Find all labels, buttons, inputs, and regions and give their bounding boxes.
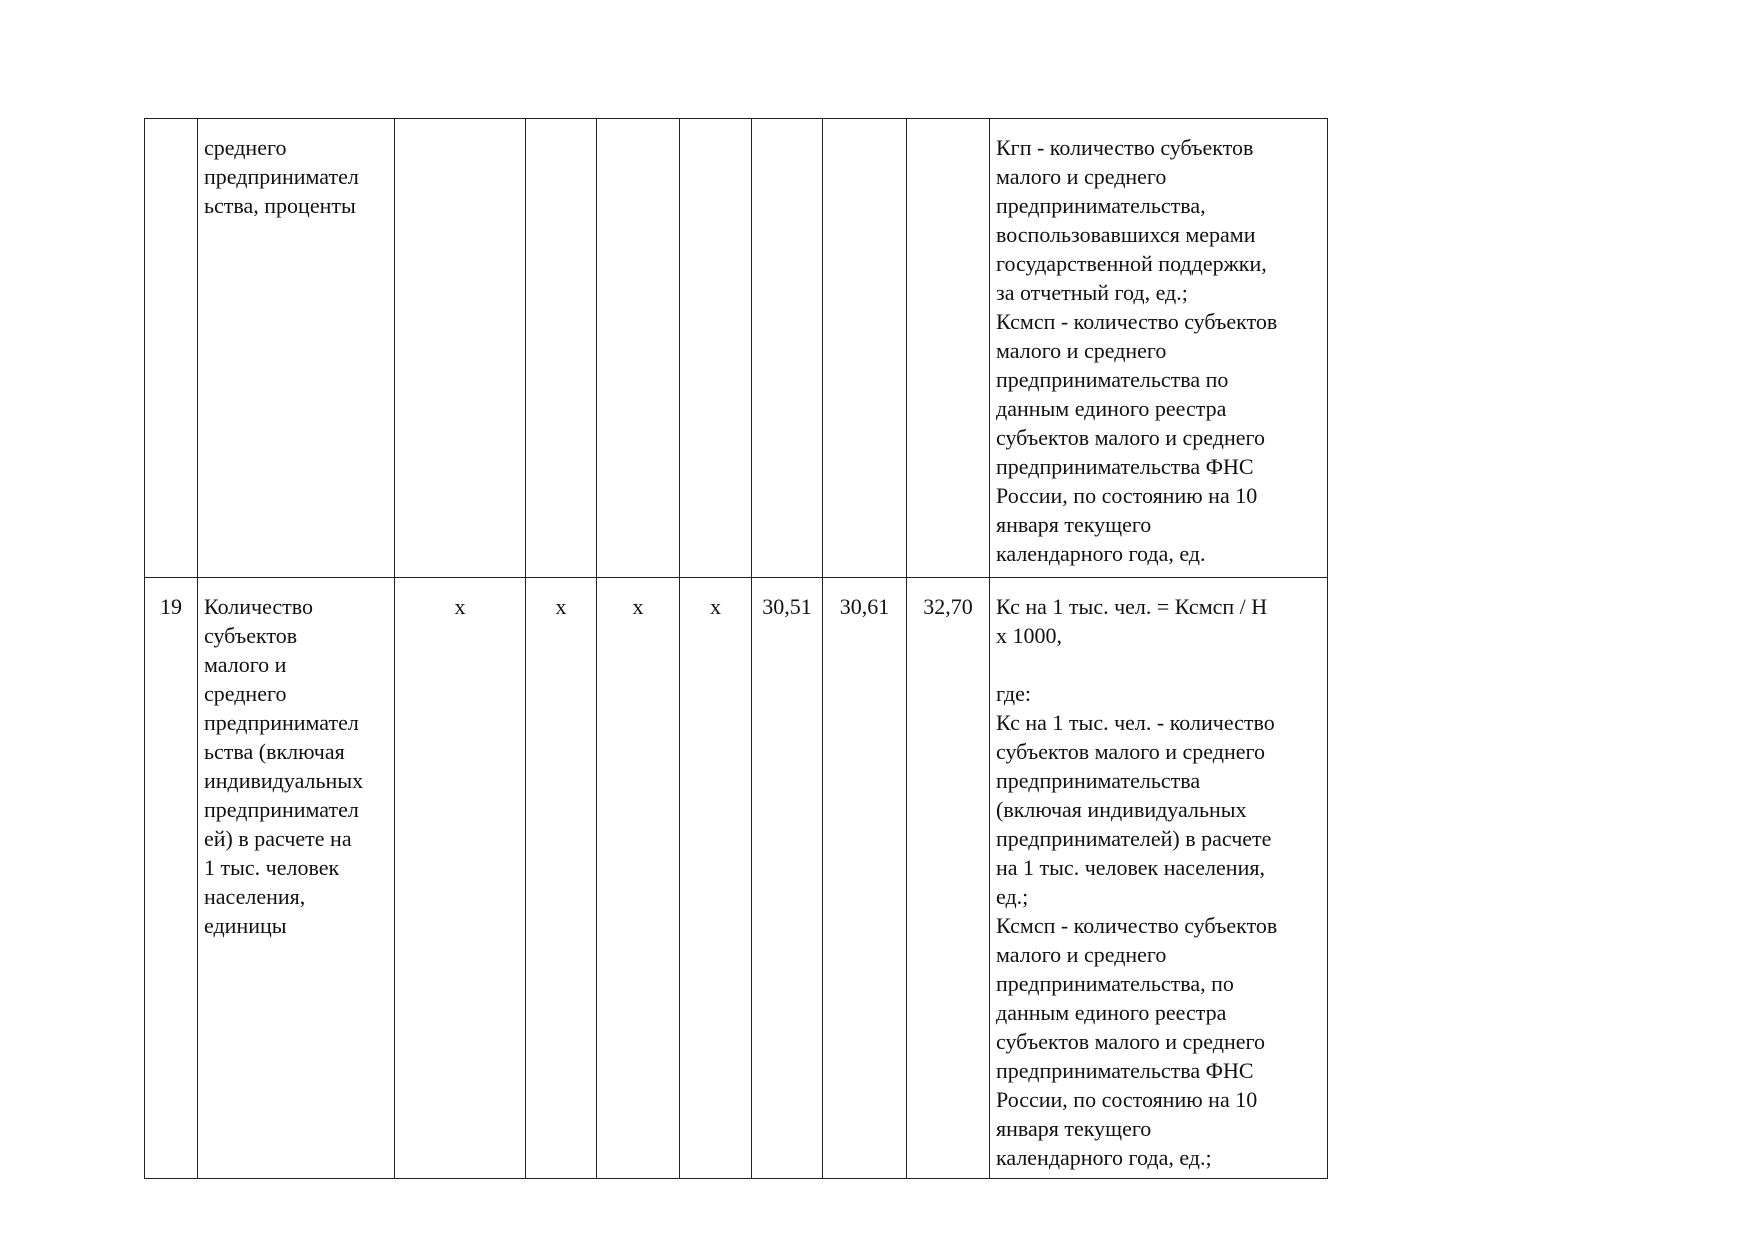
formula-line: предпринимательства, <box>996 193 1206 218</box>
formula-line: на 1 тыс. человек населения, <box>996 855 1265 880</box>
indicator-name-line: единицы <box>204 913 287 938</box>
indicator-name-line: предпринимател <box>204 164 359 189</box>
formula-line: января текущего <box>996 1116 1152 1141</box>
value-cell: x <box>526 578 597 1179</box>
formula-line: субъектов малого и среднего <box>996 425 1265 450</box>
formula-line: за отчетный год, ед.; <box>996 280 1188 305</box>
indicator-name-line: индивидуальных <box>204 768 364 793</box>
formula-line: (включая индивидуальных <box>996 797 1247 822</box>
value-cell <box>680 119 752 578</box>
formula-line: календарного года, ед. <box>996 541 1206 566</box>
formula-line: России, по состоянию на 10 <box>996 483 1258 508</box>
value-cell: 32,70 <box>907 578 990 1179</box>
formula-line: данным единого реестра <box>996 396 1227 421</box>
indicator-name-line: ьства, проценты <box>204 193 356 218</box>
value-cell <box>823 119 907 578</box>
value-cell: 30,51 <box>752 578 823 1179</box>
value-cell: x <box>680 578 752 1179</box>
formula-line: государственной поддержки, <box>996 251 1267 276</box>
indicator-name-line: 1 тыс. человек <box>204 855 340 880</box>
formula-line: малого и среднего <box>996 338 1167 363</box>
indicator-name-line: ьства (включая <box>204 739 345 764</box>
value-cell: x <box>395 578 526 1179</box>
value-cell <box>752 119 823 578</box>
formula-line: ед.; <box>996 884 1029 909</box>
indicator-name-line: предпринимател <box>204 710 359 735</box>
formula-line: Кс на 1 тыс. чел. - количество <box>996 710 1275 735</box>
formula-line: субъектов малого и среднего <box>996 1029 1265 1054</box>
value-cell: 30,61 <box>823 578 907 1179</box>
formula-line: Ксмсп - количество субъектов <box>996 309 1278 334</box>
value-cell <box>526 119 597 578</box>
indicator-name-cell <box>198 578 395 1179</box>
formula-line: предпринимателей) в расчете <box>996 826 1272 851</box>
indicator-name-line: ей) в расчете на <box>204 826 352 851</box>
formula-line: Кгп - количество субъектов <box>996 135 1254 160</box>
indicator-name-line: малого и <box>204 652 287 677</box>
formula-line: предпринимательства ФНС <box>996 454 1254 479</box>
formula-line: x 1000, <box>996 623 1062 648</box>
indicator-name-line: среднего <box>204 135 287 160</box>
formula-line: воспользовавшихся мерами <box>996 222 1256 247</box>
formula-line: России, по состоянию на 10 <box>996 1087 1258 1112</box>
row-number-cell <box>145 119 198 578</box>
indicator-name-line: субъектов <box>204 623 298 648</box>
value-cell <box>907 119 990 578</box>
formula-line: предпринимательства ФНС <box>996 1058 1254 1083</box>
table-row <box>145 119 1328 578</box>
indicator-name-line: Количество <box>204 594 314 619</box>
table-body <box>145 119 1328 1179</box>
formula-line: предпринимательства, по <box>996 971 1234 996</box>
formula-line: Кс на 1 тыс. чел. = Ксмсп / Н <box>996 594 1268 619</box>
formula-line <box>996 650 1321 679</box>
value-cell: x <box>597 578 680 1179</box>
formula-line: предпринимательства <box>996 768 1201 793</box>
formula-line: календарного года, ед.; <box>996 1145 1212 1170</box>
formula-line: Ксмсп - количество субъектов <box>996 913 1278 938</box>
indicator-name-line: населения, <box>204 884 306 909</box>
value-cell <box>395 119 526 578</box>
indicator-name-cell <box>198 119 395 578</box>
row-number-cell: 19 <box>145 578 198 1179</box>
indicator-name-line: среднего <box>204 681 287 706</box>
formula-cell <box>990 119 1328 578</box>
value-cell <box>597 119 680 578</box>
formula-line: малого и среднего <box>996 164 1167 189</box>
formula-line: января текущего <box>996 512 1152 537</box>
formula-line: малого и среднего <box>996 942 1167 967</box>
formula-line: предпринимательства по <box>996 367 1229 392</box>
indicator-name-line: предпринимател <box>204 797 359 822</box>
formula-line: где: <box>996 681 1031 706</box>
formula-cell <box>990 578 1328 1179</box>
indicators-table <box>144 118 1328 1179</box>
formula-line: данным единого реестра <box>996 1000 1227 1025</box>
formula-line: субъектов малого и среднего <box>996 739 1265 764</box>
table-row <box>145 578 1328 1179</box>
